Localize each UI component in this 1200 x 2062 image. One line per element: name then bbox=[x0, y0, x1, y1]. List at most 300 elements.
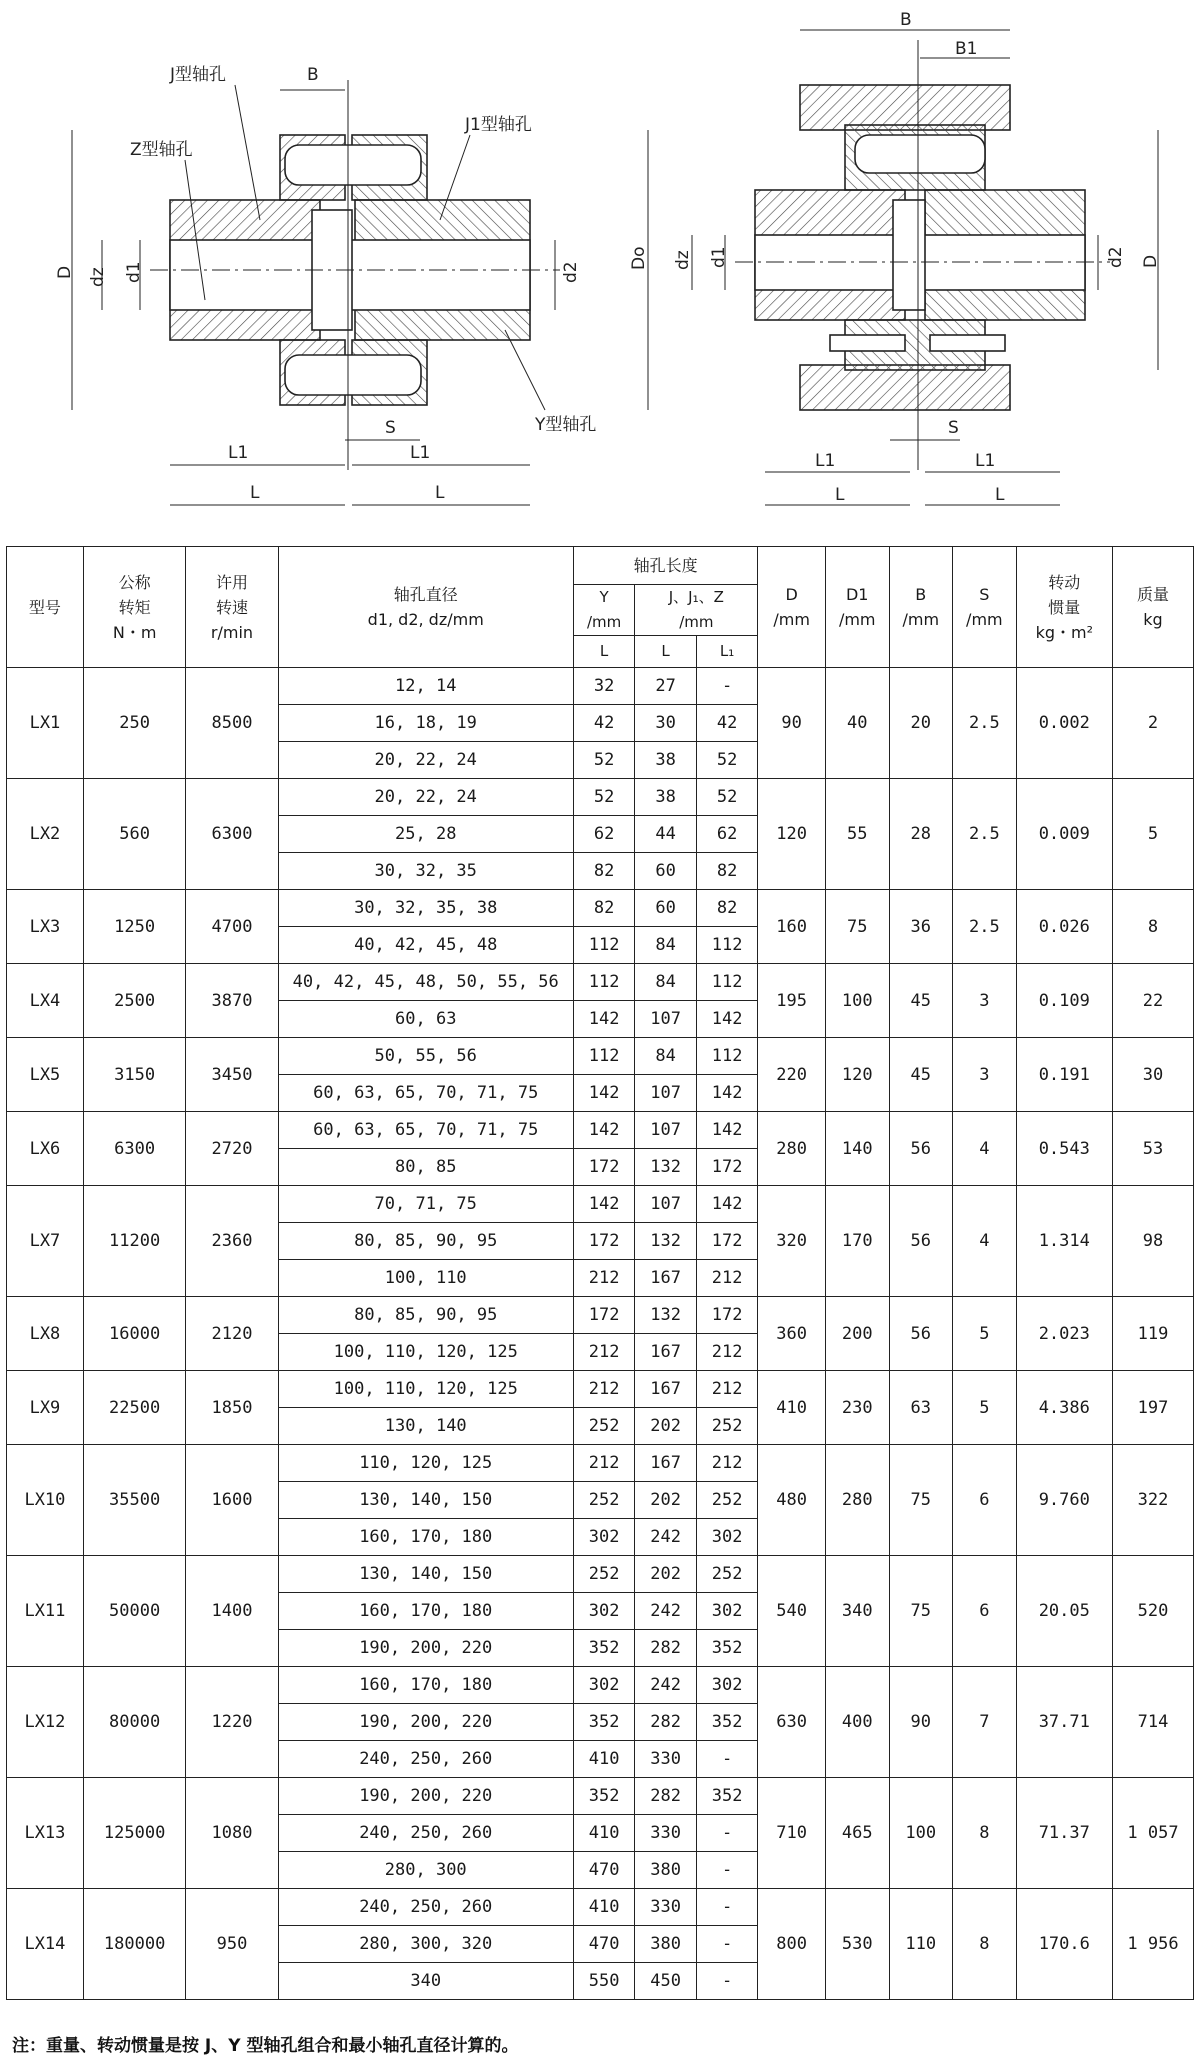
cell-mass: 22 bbox=[1112, 964, 1193, 1038]
header-speed: 许用 转速 r/min bbox=[186, 547, 278, 668]
cell-diameter: 190, 200, 220 bbox=[278, 1630, 573, 1667]
cell-jz-l: 132 bbox=[635, 1297, 697, 1334]
cell-model: LX14 bbox=[7, 1889, 84, 2000]
cell-s: 2.5 bbox=[953, 668, 1017, 779]
cell-inertia: 1.314 bbox=[1016, 1186, 1112, 1297]
right-bolt-right bbox=[930, 335, 1005, 351]
right-bolt-left bbox=[830, 335, 905, 351]
cell-jz-l: 202 bbox=[635, 1556, 697, 1593]
cell-d: 630 bbox=[758, 1667, 826, 1778]
cell-d: 360 bbox=[758, 1297, 826, 1371]
cell-y-l: 302 bbox=[573, 1519, 635, 1556]
cell-d: 120 bbox=[758, 779, 826, 890]
right-label-d1: d1 bbox=[709, 246, 729, 268]
cell-jz-l1: 352 bbox=[696, 1778, 758, 1815]
cell-d1: 120 bbox=[825, 1038, 889, 1112]
cell-jz-l1: 212 bbox=[696, 1260, 758, 1297]
cell-jz-l1: 52 bbox=[696, 779, 758, 816]
table-row bbox=[7, 1667, 1194, 1704]
cell-s: 5 bbox=[953, 1297, 1017, 1371]
cell-model: LX3 bbox=[7, 890, 84, 964]
table-body bbox=[7, 668, 1194, 2000]
cell-jz-l: 84 bbox=[635, 1038, 697, 1075]
cell-torque: 80000 bbox=[83, 1667, 186, 1778]
cell-speed: 2120 bbox=[186, 1297, 278, 1371]
cell-speed: 4700 bbox=[186, 890, 278, 964]
header-jz: J、J₁、Z /mm bbox=[635, 585, 758, 636]
cell-d1: 400 bbox=[825, 1667, 889, 1778]
cell-diameter: 60, 63 bbox=[278, 1001, 573, 1038]
cell-jz-l1: - bbox=[696, 1815, 758, 1852]
cell-y-l: 112 bbox=[573, 927, 635, 964]
cell-b: 63 bbox=[889, 1371, 953, 1445]
cell-diameter: 100, 110, 120, 125 bbox=[278, 1334, 573, 1371]
cell-jz-l: 282 bbox=[635, 1778, 697, 1815]
table-row bbox=[7, 668, 1194, 705]
cell-d1: 170 bbox=[825, 1186, 889, 1297]
cell-diameter: 280, 300, 320 bbox=[278, 1926, 573, 1963]
cell-jz-l: 27 bbox=[635, 668, 697, 705]
cell-b: 45 bbox=[889, 1038, 953, 1112]
cell-diameter: 130, 140, 150 bbox=[278, 1482, 573, 1519]
left-label-j: J型轴孔 bbox=[170, 65, 227, 85]
cell-y-l: 52 bbox=[573, 779, 635, 816]
cell-jz-l: 60 bbox=[635, 853, 697, 890]
table-row bbox=[7, 1445, 1194, 1482]
cell-diameter: 12, 14 bbox=[278, 668, 573, 705]
cell-jz-l: 167 bbox=[635, 1445, 697, 1482]
cell-speed: 2720 bbox=[186, 1112, 278, 1186]
table-header bbox=[7, 547, 1194, 668]
left-label-l1-left: L1 bbox=[228, 443, 249, 463]
cell-model: LX5 bbox=[7, 1038, 84, 1112]
cell-jz-l1: 112 bbox=[696, 927, 758, 964]
cell-diameter: 340 bbox=[278, 1963, 573, 2000]
cell-d: 320 bbox=[758, 1186, 826, 1297]
cell-mass: 30 bbox=[1112, 1038, 1193, 1112]
cell-model: LX7 bbox=[7, 1186, 84, 1297]
cell-diameter: 20, 22, 24 bbox=[278, 779, 573, 816]
cell-diameter: 25, 28 bbox=[278, 816, 573, 853]
cell-speed: 6300 bbox=[186, 779, 278, 890]
cell-d: 280 bbox=[758, 1112, 826, 1186]
cell-d1: 465 bbox=[825, 1778, 889, 1889]
cell-inertia: 9.760 bbox=[1016, 1445, 1112, 1556]
table-footnote: 注：重量、转动惯量是按 J、Y 型轴孔组合和最小轴孔直径计算的。 bbox=[12, 2036, 519, 2056]
cell-y-l: 142 bbox=[573, 1112, 635, 1149]
cell-jz-l: 202 bbox=[635, 1408, 697, 1445]
cell-y-l: 212 bbox=[573, 1260, 635, 1297]
header-diameter: 轴孔直径 d1, d2, dz/mm bbox=[278, 547, 573, 668]
cell-jz-l1: 142 bbox=[696, 1112, 758, 1149]
cell-mass: 714 bbox=[1112, 1667, 1193, 1778]
cell-model: LX13 bbox=[7, 1778, 84, 1889]
cell-b: 56 bbox=[889, 1297, 953, 1371]
right-label-d2: d2 bbox=[1106, 246, 1126, 268]
cell-y-l: 172 bbox=[573, 1149, 635, 1186]
cell-mass: 5 bbox=[1112, 779, 1193, 890]
cell-model: LX11 bbox=[7, 1556, 84, 1667]
cell-diameter: 50, 55, 56 bbox=[278, 1038, 573, 1075]
cell-diameter: 110, 120, 125 bbox=[278, 1445, 573, 1482]
cell-d: 220 bbox=[758, 1038, 826, 1112]
cell-diameter: 160, 170, 180 bbox=[278, 1667, 573, 1704]
cell-b: 28 bbox=[889, 779, 953, 890]
cell-d1: 140 bbox=[825, 1112, 889, 1186]
cell-jz-l1: 302 bbox=[696, 1593, 758, 1630]
cell-s: 6 bbox=[953, 1556, 1017, 1667]
cell-d1: 200 bbox=[825, 1297, 889, 1371]
cell-jz-l1: 172 bbox=[696, 1297, 758, 1334]
cell-b: 56 bbox=[889, 1186, 953, 1297]
cell-diameter: 60, 63, 65, 70, 71, 75 bbox=[278, 1075, 573, 1112]
cell-diameter: 40, 42, 45, 48 bbox=[278, 927, 573, 964]
cell-torque: 35500 bbox=[83, 1445, 186, 1556]
cell-jz-l1: 112 bbox=[696, 964, 758, 1001]
cell-jz-l: 167 bbox=[635, 1371, 697, 1408]
cell-s: 8 bbox=[953, 1778, 1017, 1889]
cell-model: LX4 bbox=[7, 964, 84, 1038]
cell-b: 75 bbox=[889, 1556, 953, 1667]
cell-mass: 1 057 bbox=[1112, 1778, 1193, 1889]
cell-speed: 2360 bbox=[186, 1186, 278, 1297]
cell-s: 3 bbox=[953, 1038, 1017, 1112]
header-d: D /mm bbox=[758, 547, 826, 668]
cell-jz-l: 84 bbox=[635, 964, 697, 1001]
cell-y-l: 470 bbox=[573, 1852, 635, 1889]
cell-inertia: 4.386 bbox=[1016, 1371, 1112, 1445]
cell-diameter: 40, 42, 45, 48, 50, 55, 56 bbox=[278, 964, 573, 1001]
table-row bbox=[7, 964, 1194, 1001]
right-label-l1-right: L1 bbox=[975, 451, 996, 471]
cell-d1: 280 bbox=[825, 1445, 889, 1556]
cell-s: 8 bbox=[953, 1889, 1017, 2000]
cell-diameter: 30, 32, 35 bbox=[278, 853, 573, 890]
cell-jz-l: 107 bbox=[635, 1112, 697, 1149]
cell-b: 90 bbox=[889, 1667, 953, 1778]
cell-y-l: 352 bbox=[573, 1704, 635, 1741]
cell-jz-l1: 62 bbox=[696, 816, 758, 853]
cell-inertia: 0.002 bbox=[1016, 668, 1112, 779]
cell-jz-l1: 302 bbox=[696, 1519, 758, 1556]
cell-jz-l1: 352 bbox=[696, 1630, 758, 1667]
cell-s: 5 bbox=[953, 1371, 1017, 1445]
cell-jz-l: 330 bbox=[635, 1889, 697, 1926]
cell-jz-l1: 142 bbox=[696, 1001, 758, 1038]
cell-inertia: 0.191 bbox=[1016, 1038, 1112, 1112]
cell-diameter: 70, 71, 75 bbox=[278, 1186, 573, 1223]
cell-speed: 3870 bbox=[186, 964, 278, 1038]
cell-s: 2.5 bbox=[953, 779, 1017, 890]
right-pin-upper bbox=[855, 135, 985, 173]
cell-jz-l: 242 bbox=[635, 1593, 697, 1630]
right-label-l-left: L bbox=[835, 485, 845, 505]
cell-jz-l: 60 bbox=[635, 890, 697, 927]
cell-s: 6 bbox=[953, 1445, 1017, 1556]
header-l: L bbox=[573, 636, 635, 668]
cell-b: 45 bbox=[889, 964, 953, 1038]
table-row bbox=[7, 1112, 1194, 1149]
left-pin-upper bbox=[285, 145, 421, 185]
cell-y-l: 142 bbox=[573, 1186, 635, 1223]
right-label-do: Do bbox=[629, 246, 649, 270]
cell-jz-l: 330 bbox=[635, 1741, 697, 1778]
cell-jz-l1: - bbox=[696, 1963, 758, 2000]
left-label-z: Z型轴孔 bbox=[130, 140, 193, 160]
cell-jz-l1: - bbox=[696, 1926, 758, 1963]
cell-d: 480 bbox=[758, 1445, 826, 1556]
coupling-drawings bbox=[0, 0, 1200, 520]
cell-torque: 6300 bbox=[83, 1112, 186, 1186]
cell-y-l: 252 bbox=[573, 1408, 635, 1445]
cell-jz-l1: 212 bbox=[696, 1445, 758, 1482]
cell-b: 36 bbox=[889, 890, 953, 964]
cell-speed: 3450 bbox=[186, 1038, 278, 1112]
header-s: S /mm bbox=[953, 547, 1017, 668]
table-row bbox=[7, 890, 1194, 927]
header-hole-length: 轴孔长度 bbox=[573, 547, 758, 585]
right-label-l1-left: L1 bbox=[815, 451, 836, 471]
cell-y-l: 42 bbox=[573, 705, 635, 742]
cell-y-l: 172 bbox=[573, 1297, 635, 1334]
right-label-d: D bbox=[1141, 254, 1161, 268]
table-row bbox=[7, 1556, 1194, 1593]
cell-diameter: 190, 200, 220 bbox=[278, 1778, 573, 1815]
cell-diameter: 20, 22, 24 bbox=[278, 742, 573, 779]
cell-s: 3 bbox=[953, 964, 1017, 1038]
cell-jz-l: 107 bbox=[635, 1075, 697, 1112]
cell-mass: 520 bbox=[1112, 1556, 1193, 1667]
cell-y-l: 410 bbox=[573, 1889, 635, 1926]
cell-diameter: 240, 250, 260 bbox=[278, 1815, 573, 1852]
cell-jz-l1: 212 bbox=[696, 1371, 758, 1408]
header-mass: 质量 kg bbox=[1112, 547, 1193, 668]
cell-d1: 40 bbox=[825, 668, 889, 779]
left-label-d: D bbox=[55, 265, 75, 279]
coupling-spec-table bbox=[6, 546, 1194, 2000]
cell-mass: 197 bbox=[1112, 1371, 1193, 1445]
cell-jz-l: 242 bbox=[635, 1667, 697, 1704]
cell-jz-l: 38 bbox=[635, 742, 697, 779]
left-label-dz: dz bbox=[88, 267, 108, 287]
cell-diameter: 80, 85, 90, 95 bbox=[278, 1297, 573, 1334]
cell-torque: 11200 bbox=[83, 1186, 186, 1297]
left-label-y: Y型轴孔 bbox=[535, 415, 597, 435]
cell-y-l: 82 bbox=[573, 890, 635, 927]
cell-y-l: 32 bbox=[573, 668, 635, 705]
cell-d1: 75 bbox=[825, 890, 889, 964]
left-label-d2: d2 bbox=[561, 261, 581, 283]
table-row bbox=[7, 1186, 1194, 1223]
cell-model: LX8 bbox=[7, 1297, 84, 1371]
cell-d: 800 bbox=[758, 1889, 826, 2000]
header-l-jz: L bbox=[635, 636, 697, 668]
cell-d1: 100 bbox=[825, 964, 889, 1038]
cell-diameter: 30, 32, 35, 38 bbox=[278, 890, 573, 927]
cell-y-l: 470 bbox=[573, 1926, 635, 1963]
cell-b: 110 bbox=[889, 1889, 953, 2000]
cell-d: 160 bbox=[758, 890, 826, 964]
cell-jz-l: 167 bbox=[635, 1260, 697, 1297]
cell-d: 410 bbox=[758, 1371, 826, 1445]
cell-jz-l1: 352 bbox=[696, 1704, 758, 1741]
cell-y-l: 302 bbox=[573, 1593, 635, 1630]
cell-d: 710 bbox=[758, 1778, 826, 1889]
cell-inertia: 0.109 bbox=[1016, 964, 1112, 1038]
cell-jz-l: 380 bbox=[635, 1926, 697, 1963]
cell-torque: 3150 bbox=[83, 1038, 186, 1112]
cell-jz-l1: 112 bbox=[696, 1038, 758, 1075]
cell-diameter: 160, 170, 180 bbox=[278, 1593, 573, 1630]
cell-y-l: 112 bbox=[573, 964, 635, 1001]
cell-s: 7 bbox=[953, 1667, 1017, 1778]
cell-y-l: 212 bbox=[573, 1371, 635, 1408]
cell-diameter: 16, 18, 19 bbox=[278, 705, 573, 742]
cell-torque: 560 bbox=[83, 779, 186, 890]
right-sleeve-top bbox=[800, 85, 1010, 130]
cell-speed: 1400 bbox=[186, 1556, 278, 1667]
cell-jz-l: 330 bbox=[635, 1815, 697, 1852]
cell-speed: 1220 bbox=[186, 1667, 278, 1778]
cell-diameter: 80, 85 bbox=[278, 1149, 573, 1186]
cell-y-l: 352 bbox=[573, 1630, 635, 1667]
cell-speed: 1600 bbox=[186, 1445, 278, 1556]
left-label-b: B bbox=[307, 65, 319, 85]
cell-jz-l: 44 bbox=[635, 816, 697, 853]
left-label-j1: J1型轴孔 bbox=[465, 115, 532, 135]
cell-mass: 2 bbox=[1112, 668, 1193, 779]
cell-torque: 16000 bbox=[83, 1297, 186, 1371]
cell-inertia: 20.05 bbox=[1016, 1556, 1112, 1667]
cell-d1: 55 bbox=[825, 779, 889, 890]
right-label-l-right: L bbox=[995, 485, 1005, 505]
cell-d: 540 bbox=[758, 1556, 826, 1667]
table-row bbox=[7, 1889, 1194, 1926]
cell-jz-l: 30 bbox=[635, 705, 697, 742]
table-row bbox=[7, 779, 1194, 816]
cell-y-l: 410 bbox=[573, 1741, 635, 1778]
cell-diameter: 130, 140 bbox=[278, 1408, 573, 1445]
cell-inertia: 37.71 bbox=[1016, 1667, 1112, 1778]
cell-y-l: 352 bbox=[573, 1778, 635, 1815]
cell-jz-l1: 42 bbox=[696, 705, 758, 742]
cell-jz-l1: - bbox=[696, 1889, 758, 1926]
cell-y-l: 82 bbox=[573, 853, 635, 890]
cell-y-l: 302 bbox=[573, 1667, 635, 1704]
cell-model: LX2 bbox=[7, 779, 84, 890]
cell-model: LX12 bbox=[7, 1667, 84, 1778]
cell-jz-l: 132 bbox=[635, 1223, 697, 1260]
cell-jz-l1: 252 bbox=[696, 1408, 758, 1445]
cell-inertia: 71.37 bbox=[1016, 1778, 1112, 1889]
cell-diameter: 160, 170, 180 bbox=[278, 1519, 573, 1556]
right-center-gap bbox=[893, 200, 925, 310]
left-label-d1: d1 bbox=[124, 261, 144, 283]
cell-b: 20 bbox=[889, 668, 953, 779]
cell-torque: 250 bbox=[83, 668, 186, 779]
cell-torque: 50000 bbox=[83, 1556, 186, 1667]
left-label-l-right: L bbox=[435, 483, 445, 503]
cell-diameter: 190, 200, 220 bbox=[278, 1704, 573, 1741]
cell-jz-l1: - bbox=[696, 1852, 758, 1889]
cell-inertia: 0.026 bbox=[1016, 890, 1112, 964]
cell-jz-l: 282 bbox=[635, 1630, 697, 1667]
cell-y-l: 52 bbox=[573, 742, 635, 779]
right-label-b: B bbox=[900, 10, 912, 30]
cell-diameter: 100, 110 bbox=[278, 1260, 573, 1297]
left-label-l1-right: L1 bbox=[410, 443, 431, 463]
cell-d: 90 bbox=[758, 668, 826, 779]
left-label-s: S bbox=[385, 418, 396, 438]
cell-diameter: 130, 140, 150 bbox=[278, 1556, 573, 1593]
cell-jz-l1: 302 bbox=[696, 1667, 758, 1704]
cell-jz-l: 38 bbox=[635, 779, 697, 816]
cell-model: LX9 bbox=[7, 1371, 84, 1445]
cell-jz-l1: - bbox=[696, 1741, 758, 1778]
cell-s: 4 bbox=[953, 1112, 1017, 1186]
cell-torque: 2500 bbox=[83, 964, 186, 1038]
cell-mass: 322 bbox=[1112, 1445, 1193, 1556]
cell-model: LX1 bbox=[7, 668, 84, 779]
cell-jz-l: 107 bbox=[635, 1001, 697, 1038]
cell-jz-l1: 52 bbox=[696, 742, 758, 779]
table-row bbox=[7, 1038, 1194, 1075]
header-b: B /mm bbox=[889, 547, 953, 668]
cell-jz-l1: 82 bbox=[696, 853, 758, 890]
cell-inertia: 0.009 bbox=[1016, 779, 1112, 890]
cell-torque: 180000 bbox=[83, 1889, 186, 2000]
cell-y-l: 172 bbox=[573, 1223, 635, 1260]
cell-mass: 119 bbox=[1112, 1297, 1193, 1371]
cell-d1: 340 bbox=[825, 1556, 889, 1667]
right-label-s: S bbox=[948, 418, 959, 438]
cell-y-l: 212 bbox=[573, 1445, 635, 1482]
cell-diameter: 240, 250, 260 bbox=[278, 1889, 573, 1926]
left-pin-lower bbox=[285, 355, 421, 395]
header-inertia: 转动 惯量 kg・m² bbox=[1016, 547, 1112, 668]
cell-diameter: 280, 300 bbox=[278, 1852, 573, 1889]
cell-jz-l1: 172 bbox=[696, 1149, 758, 1186]
cell-torque: 22500 bbox=[83, 1371, 186, 1445]
header-l1: L₁ bbox=[696, 636, 758, 668]
right-label-dz: dz bbox=[673, 250, 693, 270]
cell-torque: 1250 bbox=[83, 890, 186, 964]
cell-s: 2.5 bbox=[953, 890, 1017, 964]
cell-inertia: 170.6 bbox=[1016, 1889, 1112, 2000]
cell-mass: 1 956 bbox=[1112, 1889, 1193, 2000]
table-row bbox=[7, 1297, 1194, 1334]
cell-s: 4 bbox=[953, 1186, 1017, 1297]
cell-model: LX10 bbox=[7, 1445, 84, 1556]
cell-b: 100 bbox=[889, 1778, 953, 1889]
cell-diameter: 60, 63, 65, 70, 71, 75 bbox=[278, 1112, 573, 1149]
cell-diameter: 100, 110, 120, 125 bbox=[278, 1371, 573, 1408]
cell-y-l: 112 bbox=[573, 1038, 635, 1075]
cell-jz-l: 380 bbox=[635, 1852, 697, 1889]
table-row bbox=[7, 1371, 1194, 1408]
cell-diameter: 80, 85, 90, 95 bbox=[278, 1223, 573, 1260]
cell-jz-l1: 142 bbox=[696, 1075, 758, 1112]
cell-b: 75 bbox=[889, 1445, 953, 1556]
cell-torque: 125000 bbox=[83, 1778, 186, 1889]
cell-y-l: 142 bbox=[573, 1001, 635, 1038]
right-label-b1: B1 bbox=[955, 39, 978, 59]
cell-y-l: 252 bbox=[573, 1556, 635, 1593]
cell-jz-l1: 172 bbox=[696, 1223, 758, 1260]
cell-jz-l1: - bbox=[696, 668, 758, 705]
cell-d1: 230 bbox=[825, 1371, 889, 1445]
table-row bbox=[7, 1778, 1194, 1815]
